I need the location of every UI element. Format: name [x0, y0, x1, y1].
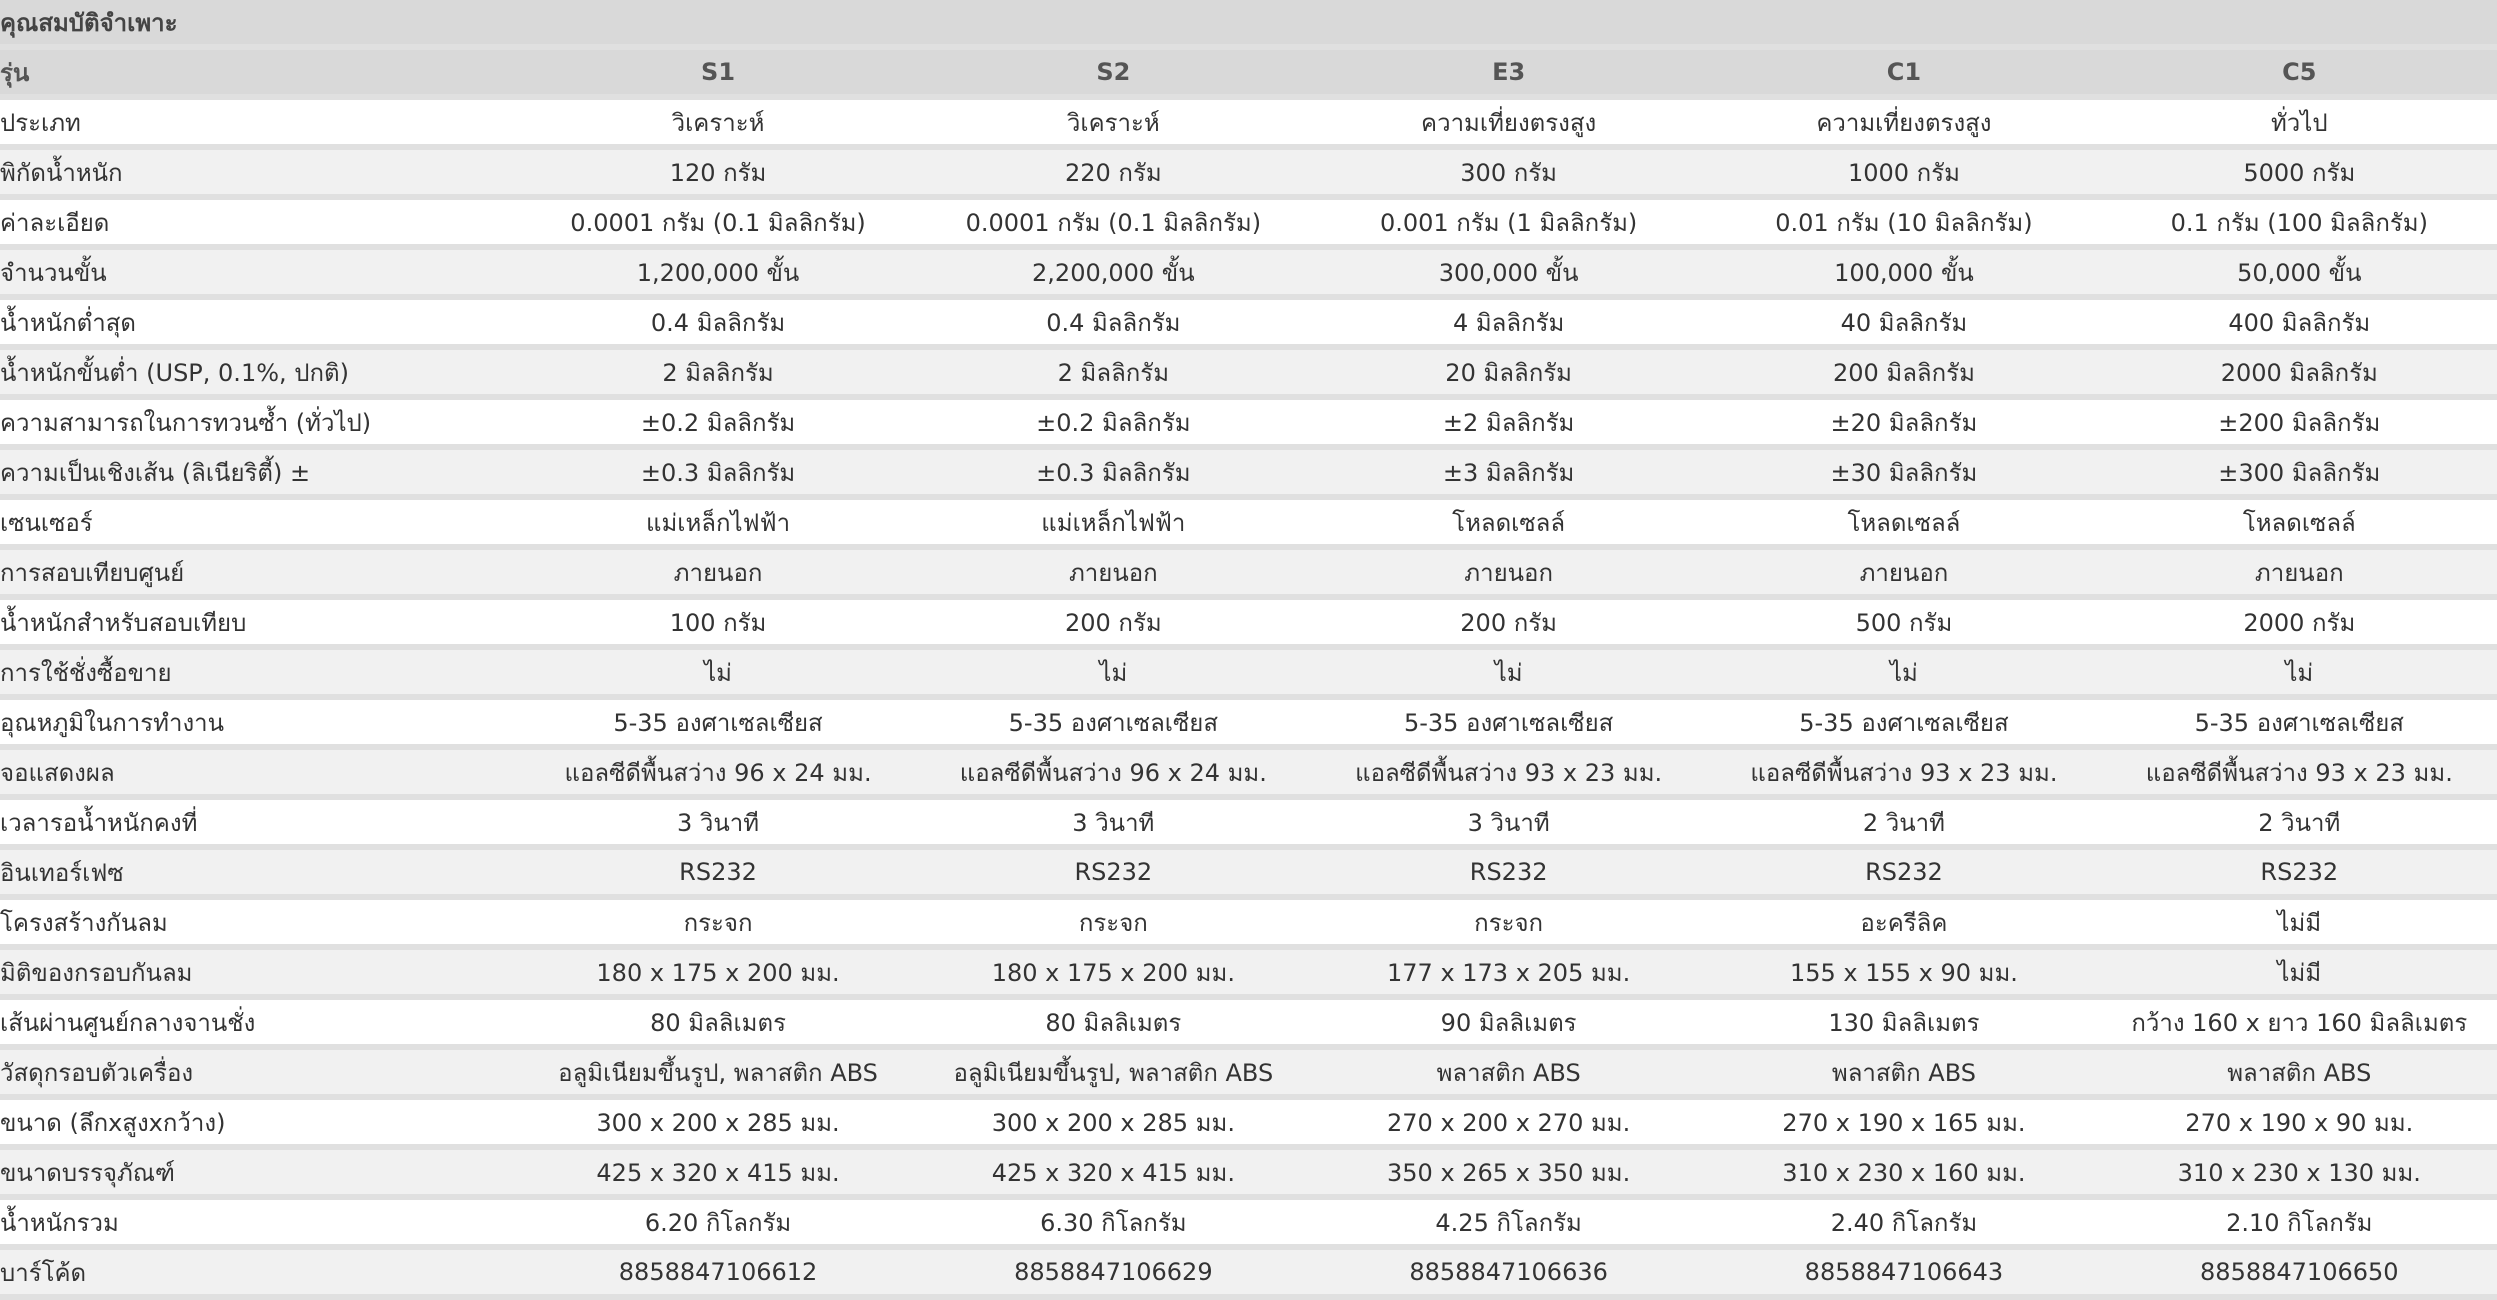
- cell-value: แอลซีดีพื้นสว่าง 93 x 23 มม.: [2102, 750, 2497, 800]
- cell-value: 5-35 องศาเซลเซียส: [1706, 700, 2101, 750]
- row-label: เวลารอน้ำหนักคงที่: [0, 800, 520, 850]
- cell-value: 310 x 230 x 130 มม.: [2102, 1150, 2497, 1200]
- cell-value: RS232: [2102, 850, 2497, 900]
- table-row: [0, 350, 2497, 400]
- cell-value: 0.01 กรัม (10 มิลลิกรัม): [1706, 200, 2101, 250]
- cell-value: 130 มิลลิเมตร: [1706, 1000, 2101, 1050]
- cell-value: 5-35 องศาเซลเซียส: [1311, 700, 1706, 750]
- cell-value: ไม่: [1706, 650, 2101, 700]
- cell-value: ±200 มิลลิกรัม: [2102, 400, 2497, 450]
- cell-value: แอลซีดีพื้นสว่าง 93 x 23 มม.: [1311, 750, 1706, 800]
- table-title: คุณสมบัติจำเพาะ: [0, 0, 2497, 50]
- cell-value: ไม่: [520, 650, 915, 700]
- cell-value: 180 x 175 x 200 มม.: [916, 950, 1311, 1000]
- row-label: วัสดุกรอบตัวเครื่อง: [0, 1050, 520, 1100]
- cell-value: ไม่มี: [2102, 900, 2497, 950]
- row-label: อุณหภูมิในการทำงาน: [0, 700, 520, 750]
- row-label: น้ำหนักต่ำสุด: [0, 300, 520, 350]
- table-row: [0, 1050, 2497, 1100]
- cell-value: กระจก: [916, 900, 1311, 950]
- cell-value: 120 กรัม: [520, 150, 915, 200]
- cell-value: ภายนอก: [1706, 550, 2101, 600]
- cell-value: 0.4 มิลลิกรัม: [520, 300, 915, 350]
- cell-value: 4 มิลลิกรัม: [1311, 300, 1706, 350]
- cell-value: 425 x 320 x 415 มม.: [916, 1150, 1311, 1200]
- cell-value: 177 x 173 x 205 มม.: [1311, 950, 1706, 1000]
- cell-value: 6.30 กิโลกรัม: [916, 1200, 1311, 1250]
- cell-value: กว้าง 160 x ยาว 160 มิลลิเมตร: [2102, 1000, 2497, 1050]
- spec-body: [0, 100, 2497, 1300]
- row-label: การสอบเทียบศูนย์: [0, 550, 520, 600]
- table-row: [0, 750, 2497, 800]
- cell-value: 100,000 ขั้น: [1706, 250, 2101, 300]
- cell-value: 5-35 องศาเซลเซียส: [2102, 700, 2497, 750]
- cell-value: 2 มิลลิกรัม: [916, 350, 1311, 400]
- cell-value: 8858847106650: [2102, 1250, 2497, 1300]
- table-row: [0, 400, 2497, 450]
- cell-value: อลูมิเนียมขึ้นรูป, พลาสติก ABS: [520, 1050, 915, 1100]
- cell-value: 1000 กรัม: [1706, 150, 2101, 200]
- table-row: [0, 500, 2497, 550]
- row-label: น้ำหนักสำหรับสอบเทียบ: [0, 600, 520, 650]
- row-label: น้ำหนักขั้นต่ำ (USP, 0.1%, ปกติ): [0, 350, 520, 400]
- cell-value: 1,200,000 ขั้น: [520, 250, 915, 300]
- row-label: ขนาดบรรจุภัณฑ์: [0, 1150, 520, 1200]
- cell-value: ไม่มี: [2102, 950, 2497, 1000]
- table-row: [0, 150, 2497, 200]
- cell-value: RS232: [1706, 850, 2101, 900]
- model-header-e3: E3: [1311, 50, 1706, 100]
- cell-value: กระจก: [1311, 900, 1706, 950]
- cell-value: 2000 กรัม: [2102, 600, 2497, 650]
- cell-value: 5-35 องศาเซลเซียส: [520, 700, 915, 750]
- cell-value: 5-35 องศาเซลเซียส: [916, 700, 1311, 750]
- cell-value: แม่เหล็กไฟฟ้า: [520, 500, 915, 550]
- cell-value: 3 วินาที: [520, 800, 915, 850]
- cell-value: 300 กรัม: [1311, 150, 1706, 200]
- cell-value: 80 มิลลิเมตร: [916, 1000, 1311, 1050]
- row-label: ค่าละเอียด: [0, 200, 520, 250]
- cell-value: ±30 มิลลิกรัม: [1706, 450, 2101, 500]
- cell-value: 3 วินาที: [1311, 800, 1706, 850]
- model-header-c1: C1: [1706, 50, 2101, 100]
- cell-value: 155 x 155 x 90 มม.: [1706, 950, 2101, 1000]
- cell-value: 0.0001 กรัม (0.1 มิลลิกรัม): [520, 200, 915, 250]
- row-label: ประเภท: [0, 100, 520, 150]
- cell-value: 0.0001 กรัม (0.1 มิลลิกรัม): [916, 200, 1311, 250]
- row-label: จอแสดงผล: [0, 750, 520, 800]
- cell-value: กระจก: [520, 900, 915, 950]
- cell-value: 8858847106636: [1311, 1250, 1706, 1300]
- table-row: [0, 100, 2497, 150]
- cell-value: 20 มิลลิกรัม: [1311, 350, 1706, 400]
- cell-value: RS232: [1311, 850, 1706, 900]
- cell-value: 0.1 กรัม (100 มิลลิกรัม): [2102, 200, 2497, 250]
- cell-value: 40 มิลลิกรัม: [1706, 300, 2101, 350]
- cell-value: 2,200,000 ขั้น: [916, 250, 1311, 300]
- table-row: [0, 900, 2497, 950]
- cell-value: ±20 มิลลิกรัม: [1706, 400, 2101, 450]
- cell-value: 270 x 190 x 165 มม.: [1706, 1100, 2101, 1150]
- table-title-row: [0, 0, 2497, 50]
- cell-value: โหลดเซลล์: [1311, 500, 1706, 550]
- table-row: [0, 300, 2497, 350]
- cell-value: อะครีลิค: [1706, 900, 2101, 950]
- cell-value: 270 x 200 x 270 มม.: [1311, 1100, 1706, 1150]
- table-row: [0, 1150, 2497, 1200]
- cell-value: 270 x 190 x 90 มม.: [2102, 1100, 2497, 1150]
- row-label: จำนวนขั้น: [0, 250, 520, 300]
- row-label: โครงสร้างกันลม: [0, 900, 520, 950]
- table-row: [0, 450, 2497, 500]
- row-label: มิติของกรอบกันลม: [0, 950, 520, 1000]
- table-row: [0, 1100, 2497, 1150]
- cell-value: 2.40 กิโลกรัม: [1706, 1200, 2101, 1250]
- cell-value: ±0.3 มิลลิกรัม: [520, 450, 915, 500]
- cell-value: พลาสติก ABS: [1311, 1050, 1706, 1100]
- cell-value: โหลดเซลล์: [1706, 500, 2101, 550]
- cell-value: 200 มิลลิกรัม: [1706, 350, 2101, 400]
- model-header-label: รุ่น: [0, 50, 520, 100]
- cell-value: 2 มิลลิกรัม: [520, 350, 915, 400]
- cell-value: แอลซีดีพื้นสว่าง 96 x 24 มม.: [916, 750, 1311, 800]
- cell-value: 2.10 กิโลกรัม: [2102, 1200, 2497, 1250]
- cell-value: พลาสติก ABS: [2102, 1050, 2497, 1100]
- cell-value: 200 กรัม: [1311, 600, 1706, 650]
- table-row: [0, 950, 2497, 1000]
- model-header-c5: C5: [2102, 50, 2497, 100]
- cell-value: 220 กรัม: [916, 150, 1311, 200]
- table-row: [0, 200, 2497, 250]
- cell-value: ±300 มิลลิกรัม: [2102, 450, 2497, 500]
- cell-value: 500 กรัม: [1706, 600, 2101, 650]
- row-label: เส้นผ่านศูนย์กลางจานชั่ง: [0, 1000, 520, 1050]
- cell-value: 300 x 200 x 285 มม.: [916, 1100, 1311, 1150]
- cell-value: 6.20 กิโลกรัม: [520, 1200, 915, 1250]
- table-row: [0, 600, 2497, 650]
- cell-value: ±2 มิลลิกรัม: [1311, 400, 1706, 450]
- cell-value: 8858847106643: [1706, 1250, 2101, 1300]
- cell-value: ไม่: [916, 650, 1311, 700]
- cell-value: 0.001 กรัม (1 มิลลิกรัม): [1311, 200, 1706, 250]
- cell-value: ±0.3 มิลลิกรัม: [916, 450, 1311, 500]
- cell-value: ไม่: [1311, 650, 1706, 700]
- cell-value: 90 มิลลิเมตร: [1311, 1000, 1706, 1050]
- cell-value: ไม่: [2102, 650, 2497, 700]
- row-label: อินเทอร์เฟซ: [0, 850, 520, 900]
- header-row: [0, 50, 2497, 100]
- cell-value: 50,000 ขั้น: [2102, 250, 2497, 300]
- cell-value: โหลดเซลล์: [2102, 500, 2497, 550]
- cell-value: ±3 มิลลิกรัม: [1311, 450, 1706, 500]
- cell-value: ความเที่ยงตรงสูง: [1706, 100, 2101, 150]
- cell-value: ±0.2 มิลลิกรัม: [916, 400, 1311, 450]
- row-label: ความเป็นเชิงเส้น (ลิเนียริตี้) ±: [0, 450, 520, 500]
- row-label: พิกัดน้ำหนัก: [0, 150, 520, 200]
- row-label: การใช้ชั่งซื้อขาย: [0, 650, 520, 700]
- table-row: [0, 1000, 2497, 1050]
- table-row: [0, 700, 2497, 750]
- cell-value: 300,000 ขั้น: [1311, 250, 1706, 300]
- cell-value: แม่เหล็กไฟฟ้า: [916, 500, 1311, 550]
- cell-value: แอลซีดีพื้นสว่าง 96 x 24 มม.: [520, 750, 915, 800]
- table-row: [0, 850, 2497, 900]
- table-row: [0, 1250, 2497, 1300]
- cell-value: ภายนอก: [2102, 550, 2497, 600]
- cell-value: 2000 มิลลิกรัม: [2102, 350, 2497, 400]
- row-label: ขนาด (ลึกxสูงxกว้าง): [0, 1100, 520, 1150]
- cell-value: ความเที่ยงตรงสูง: [1311, 100, 1706, 150]
- cell-value: วิเคราะห์: [916, 100, 1311, 150]
- table-row: [0, 250, 2497, 300]
- cell-value: ภายนอก: [520, 550, 915, 600]
- cell-value: วิเคราะห์: [520, 100, 915, 150]
- cell-value: ภายนอก: [916, 550, 1311, 600]
- cell-value: 200 กรัม: [916, 600, 1311, 650]
- cell-value: 5000 กรัม: [2102, 150, 2497, 200]
- cell-value: 425 x 320 x 415 มม.: [520, 1150, 915, 1200]
- cell-value: 8858847106612: [520, 1250, 915, 1300]
- row-label: น้ำหนักรวม: [0, 1200, 520, 1250]
- cell-value: ±0.2 มิลลิกรัม: [520, 400, 915, 450]
- table-row: [0, 1200, 2497, 1250]
- cell-value: 8858847106629: [916, 1250, 1311, 1300]
- cell-value: RS232: [916, 850, 1311, 900]
- cell-value: 2 วินาที: [1706, 800, 2101, 850]
- cell-value: 300 x 200 x 285 มม.: [520, 1100, 915, 1150]
- cell-value: ทั่วไป: [2102, 100, 2497, 150]
- cell-value: 400 มิลลิกรัม: [2102, 300, 2497, 350]
- row-label: ความสามารถในการทวนซ้ำ (ทั่วไป): [0, 400, 520, 450]
- row-label: บาร์โค้ด: [0, 1250, 520, 1300]
- table-row: [0, 800, 2497, 850]
- model-header-s1: S1: [520, 50, 915, 100]
- cell-value: RS232: [520, 850, 915, 900]
- cell-value: 350 x 265 x 350 มม.: [1311, 1150, 1706, 1200]
- cell-value: 100 กรัม: [520, 600, 915, 650]
- cell-value: 0.4 มิลลิกรัม: [916, 300, 1311, 350]
- cell-value: แอลซีดีพื้นสว่าง 93 x 23 มม.: [1706, 750, 2101, 800]
- row-label: เซนเซอร์: [0, 500, 520, 550]
- cell-value: 80 มิลลิเมตร: [520, 1000, 915, 1050]
- cell-value: 2 วินาที: [2102, 800, 2497, 850]
- table-row: [0, 550, 2497, 600]
- cell-value: ภายนอก: [1311, 550, 1706, 600]
- cell-value: 3 วินาที: [916, 800, 1311, 850]
- cell-value: 180 x 175 x 200 มม.: [520, 950, 915, 1000]
- cell-value: 310 x 230 x 160 มม.: [1706, 1150, 2101, 1200]
- table-row: [0, 650, 2497, 700]
- cell-value: พลาสติก ABS: [1706, 1050, 2101, 1100]
- cell-value: อลูมิเนียมขึ้นรูป, พลาสติก ABS: [916, 1050, 1311, 1100]
- model-header-s2: S2: [916, 50, 1311, 100]
- cell-value: 4.25 กิโลกรัม: [1311, 1200, 1706, 1250]
